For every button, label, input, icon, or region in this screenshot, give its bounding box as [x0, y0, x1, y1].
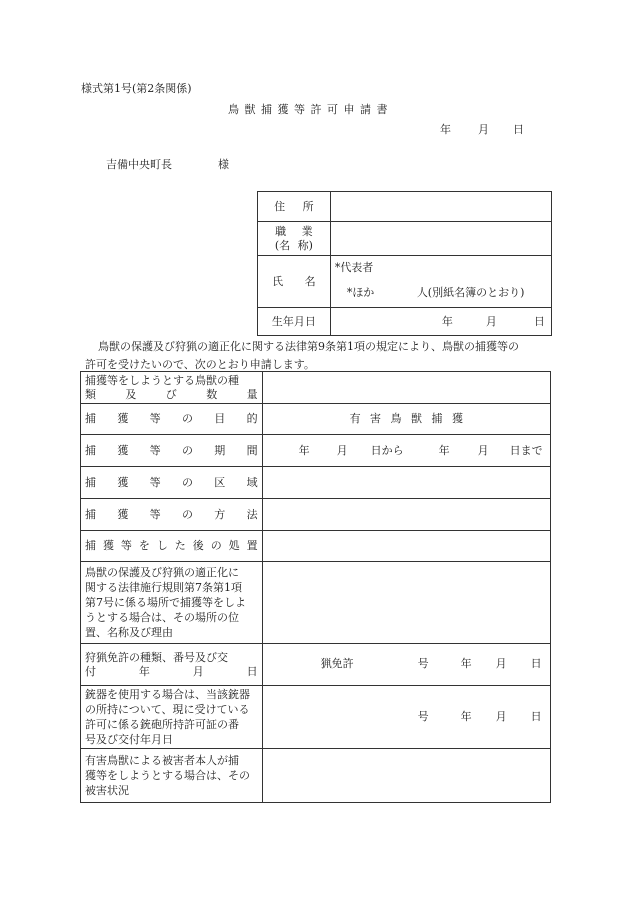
gun-label-line3: 許可に係る銃砲所持許可証の番 — [85, 718, 239, 731]
species-label-line1: 捕獲等をしようとする鳥獣の種 — [85, 373, 239, 387]
license-field[interactable] — [262, 644, 550, 686]
species-field[interactable] — [262, 372, 550, 404]
form-title: 鳥 獣 捕 獲 等 許 可 申 請 書 — [228, 103, 389, 116]
purpose-value: 有 害 鳥 獣 捕 獲 — [262, 404, 550, 435]
place-label-line4: うとする場合は、その場所の位 — [85, 611, 239, 624]
period-from-day: 日から — [370, 444, 404, 457]
occupation-label-line2: (名 称) — [274, 238, 313, 252]
name-label: 氏 名 — [258, 256, 331, 308]
address-label: 住 所 — [258, 192, 331, 222]
gun-permit-day: 日 — [530, 710, 542, 723]
place-label-line5: 置、名称及び理由 — [85, 626, 173, 639]
license-day: 日 — [530, 657, 542, 670]
damage-field[interactable] — [262, 749, 550, 803]
license-label — [81, 644, 263, 686]
form-number: 様式第1号(第2条関係) — [81, 82, 192, 95]
damage-label-line2: 獲等をしようとする場合は、その — [85, 769, 250, 782]
addressee-honorific: 様 — [218, 158, 229, 171]
place-field[interactable] — [262, 562, 550, 644]
species-label-line2: 類 及 び 数 量 — [85, 387, 258, 401]
occupation-label — [258, 222, 331, 256]
area-field[interactable] — [262, 467, 550, 499]
species-label — [81, 372, 263, 404]
damage-label — [81, 749, 263, 803]
place-label — [81, 562, 263, 644]
intro-line-1: 鳥獣の保護及び狩猟の適正化に関する法律第9条第1項の規定により、鳥獣の捕獲等の — [98, 340, 519, 353]
damage-label-line3: 被害状況 — [85, 784, 129, 797]
license-label-line2: 付 年 月 日 — [85, 664, 258, 678]
date-day: 日 — [513, 123, 524, 136]
addressee-name: 吉備中央町長 — [106, 158, 172, 171]
dob-label: 生年月日 — [258, 308, 331, 336]
license-year: 年 — [460, 657, 472, 670]
application-table — [80, 371, 551, 803]
license-label-line1: 狩猟免許の種類、番号及び交 — [85, 650, 228, 664]
gun-label-line2: の所持について、現に受けている — [85, 703, 250, 716]
period-field[interactable] — [262, 435, 550, 467]
gun-label-line1: 銃器を使用する場合は、当該銃器 — [85, 688, 250, 701]
period-to-year: 年 — [438, 444, 450, 457]
gun-permit-year: 年 — [460, 710, 472, 723]
place-label-line1: 鳥獣の保護及び狩猟の適正化に — [85, 566, 239, 579]
gun-field[interactable] — [262, 686, 550, 749]
persons-note: 人(別紙名簿のとおり) — [416, 286, 525, 299]
applicant-table — [257, 191, 552, 336]
place-label-line3: 第7号に係る場所で捕獲等をしよ — [85, 596, 246, 609]
date-year: 年 — [440, 123, 451, 136]
intro-line-2: 許可を受けたいので、次のとおり申請します。 — [85, 358, 315, 371]
gun-label — [81, 686, 263, 749]
license-month: 月 — [495, 657, 507, 670]
area-label: 捕 獲 等 の 区 域 — [81, 467, 263, 499]
period-from-month: 月 — [336, 444, 348, 457]
license-number: 号 — [417, 657, 429, 670]
method-field[interactable] — [262, 499, 550, 531]
period-from-year: 年 — [298, 444, 310, 457]
disposal-field[interactable] — [262, 531, 550, 562]
period-label: 捕 獲 等 の 期 間 — [81, 435, 263, 467]
damage-label-line1: 有害鳥獣による被害者本人が捕 — [85, 754, 239, 767]
date-month: 月 — [478, 123, 489, 136]
license-type: 猟免許 — [320, 657, 354, 670]
period-to-day: 日まで — [509, 444, 543, 457]
occupation-label-line1: 職 業 — [275, 224, 313, 238]
others-label: *ほか — [346, 286, 375, 299]
name-field[interactable] — [330, 256, 551, 308]
place-label-line2: 関する法律施行規則第7条第1項 — [85, 581, 242, 594]
gun-permit-number: 号 — [417, 710, 429, 723]
period-to-month: 月 — [477, 444, 489, 457]
representative-label: *代表者 — [334, 261, 374, 274]
dob-field[interactable] — [330, 308, 551, 336]
gun-permit-month: 月 — [495, 710, 507, 723]
purpose-label: 捕 獲 等 の 目 的 — [81, 404, 263, 435]
occupation-field[interactable] — [330, 222, 551, 256]
dob-year: 年 — [441, 315, 453, 328]
gun-label-line4: 号及び交付年月日 — [85, 733, 173, 746]
dob-month: 月 — [485, 315, 497, 328]
method-label: 捕 獲 等 の 方 法 — [81, 499, 263, 531]
address-field[interactable] — [330, 192, 551, 222]
disposal-label: 捕 獲 等 を し た 後 の 処 置 — [81, 531, 263, 562]
dob-day: 日 — [533, 315, 545, 328]
